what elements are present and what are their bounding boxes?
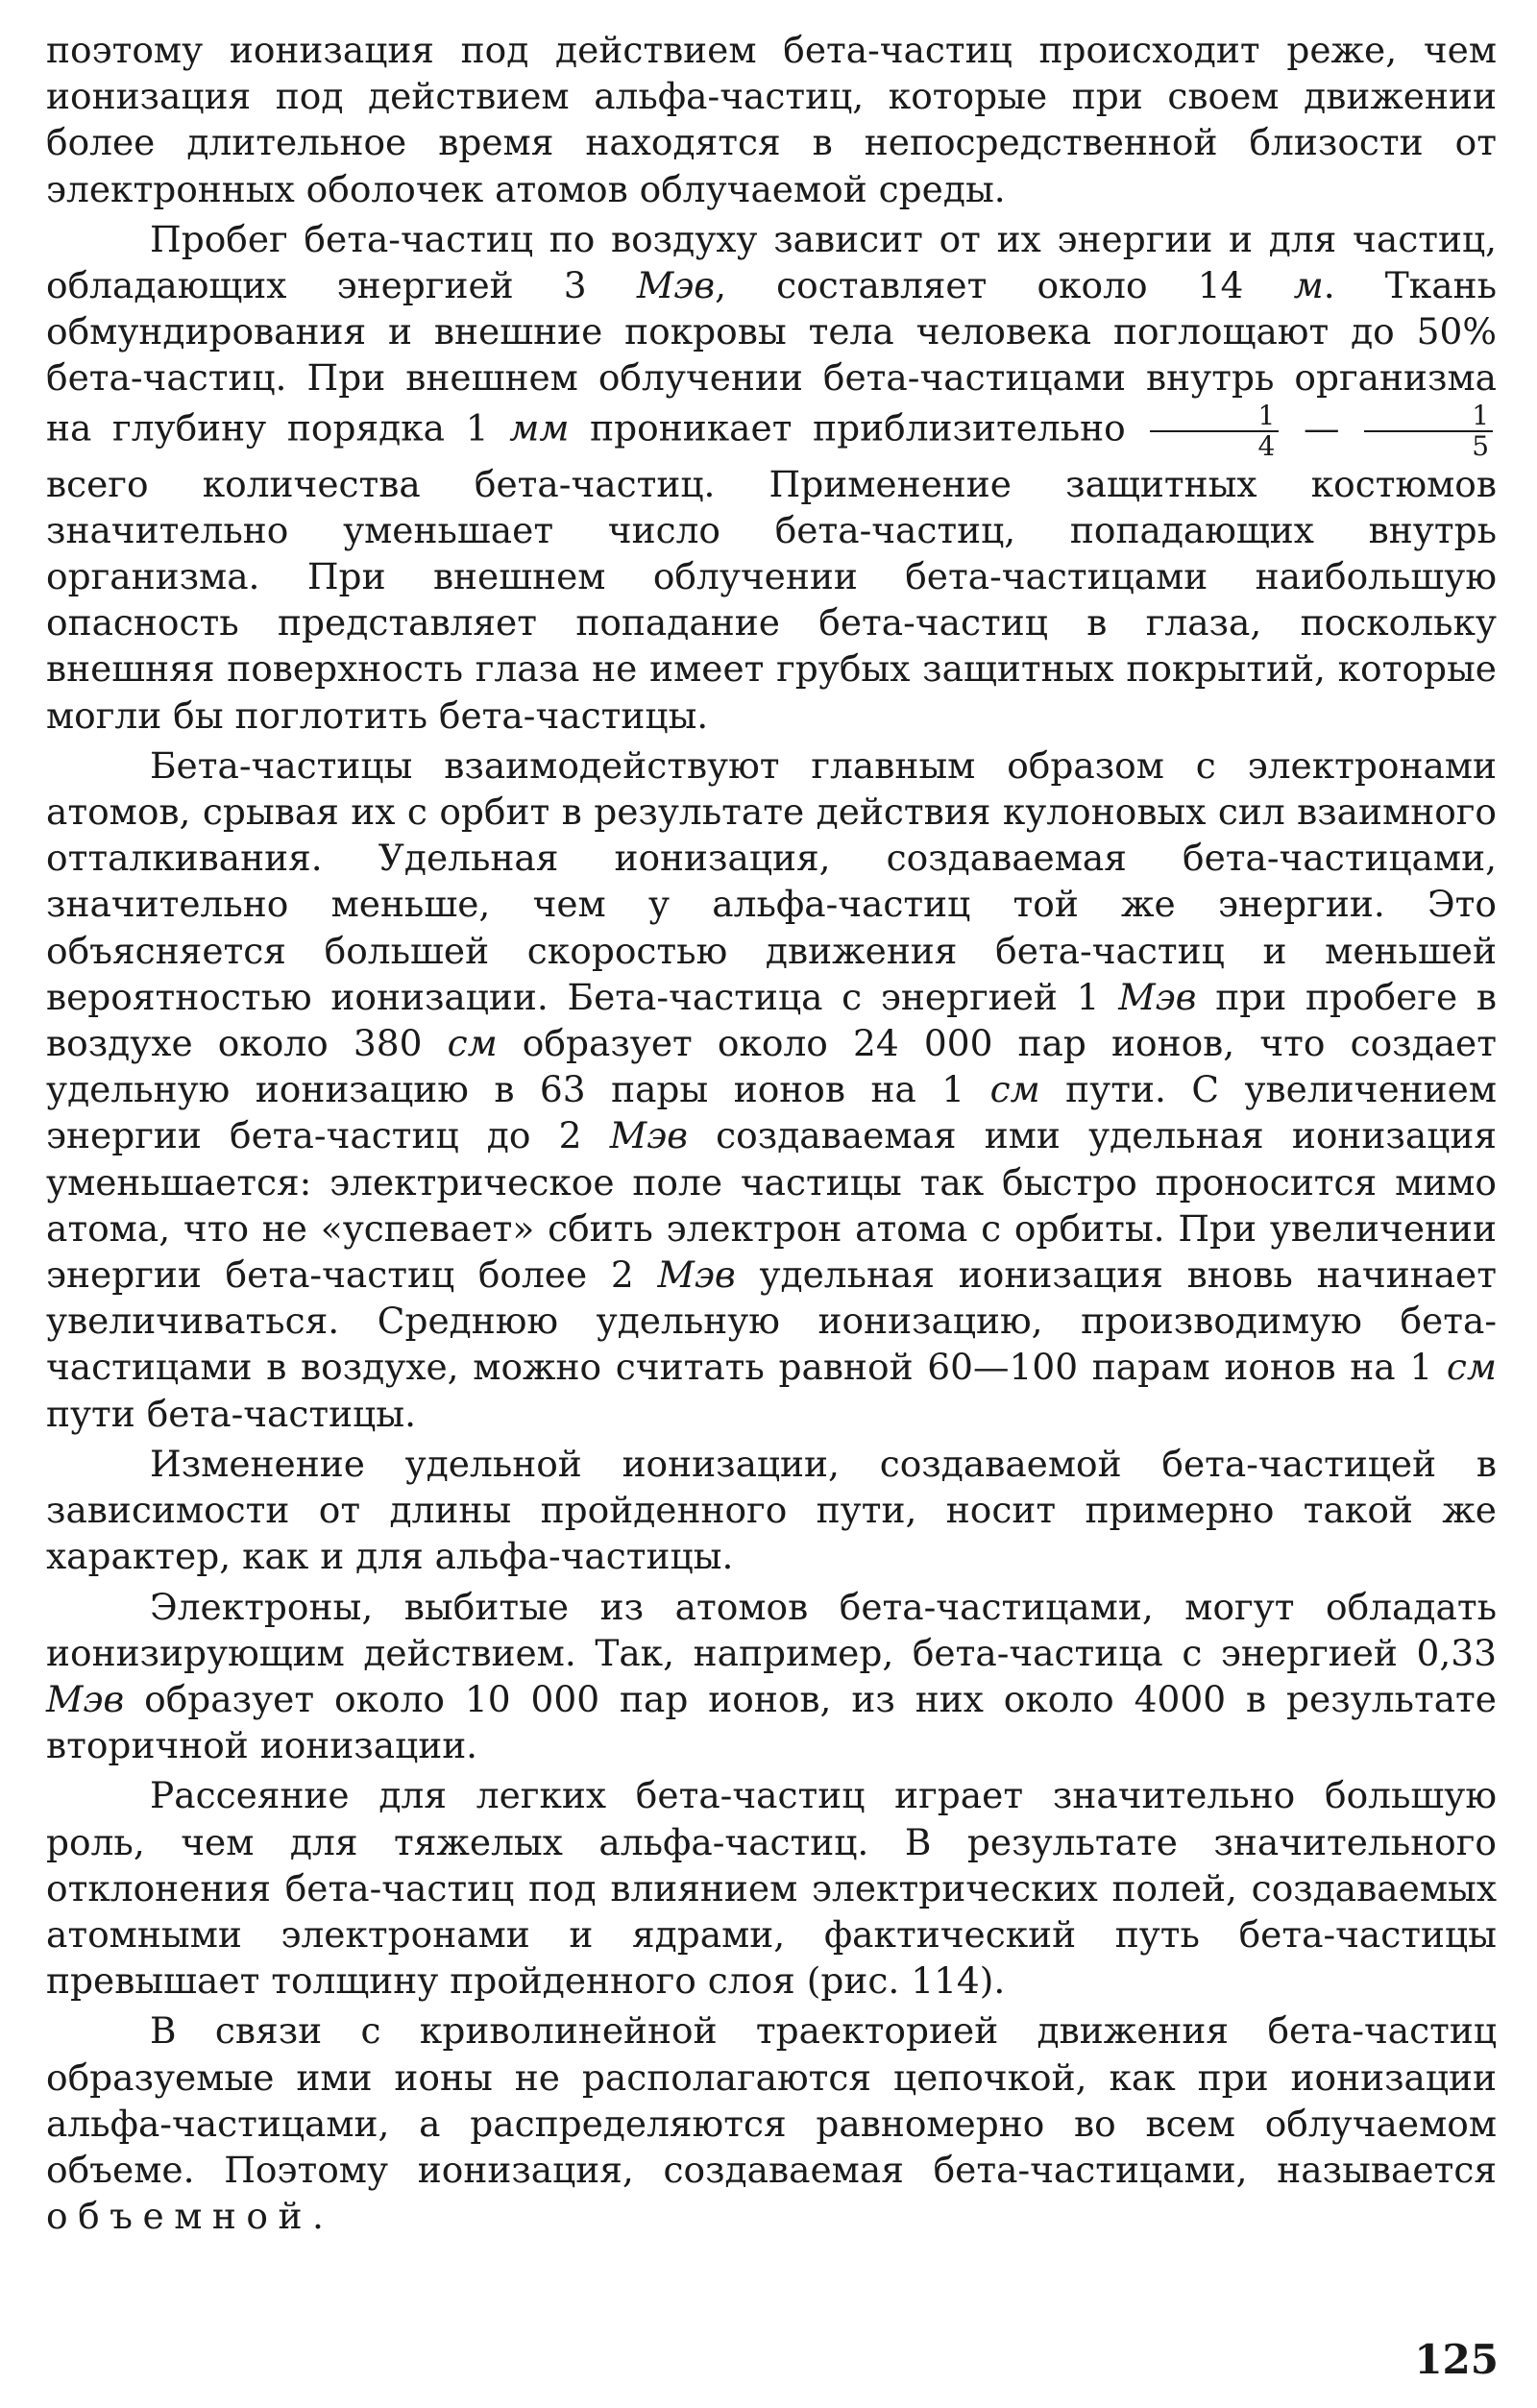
paragraph-volume-ionization — [46, 2007, 1497, 2239]
paragraph-scattering — [46, 1772, 1497, 2004]
fraction-one-fifth — [1364, 401, 1493, 461]
unit-m: м — [1293, 264, 1324, 307]
text-run: всего количества бета-частиц. Применение защитных костюмов значительно уменьшает число бета-частиц, попадающих внутрь организма. При внешнем облучении бета-частицами наибольшую опасность представляет попадание бета-частиц в глаза, поскольку внешняя поверхность глаза не имеет грубых защитных покрытий, которые могли бы поглотить бета-частицы. — [46, 462, 1497, 737]
paragraph-secondary-ionization — [46, 1584, 1497, 1769]
text-run: Бета-частицы взаимодействуют главным образом с электронами атомов, срывая их с орбит в результате действия кулоновых сил взаимного отталкивания. Удельная ионизация, создаваемая бета-частицами, значительно меньше, чем у альфа-частиц той же энергии. Это объясняется большей скоростью движения бета-частиц и меньшей вероятностью ионизации. Бета-частица с энергией 1 — [46, 743, 1497, 1018]
text-run: проникает приблизительно — [569, 406, 1147, 450]
unit-cm: см — [447, 1022, 498, 1065]
fraction-numerator: 1 — [1364, 401, 1493, 432]
page-number: 125 — [1414, 2336, 1499, 2383]
text-run: пути бета-частицы. — [46, 1392, 417, 1435]
text-run: поэтому ионизация под действием бета-частиц происходит реже, чем ионизация под действием альфа-частиц, которые при своем движении более длительное время находятся в непосредственной близости от электронных оболочек атомов облучаемой среды. — [46, 29, 1497, 210]
unit-cm: см — [1446, 1346, 1497, 1389]
text-run: Электроны, выбитые из атомов бета-частицами, могут обладать ионизирующим действием. Так, например, бета-частица с энергией 0,33 — [46, 1585, 1497, 1674]
text-run: , составляет около 14 — [715, 264, 1294, 307]
text-run: создаваемая ими удельная ионизация уменьшается: электрическое поле частицы так быстро проносится мимо атома, что не «успевает» сбить электрон атома с орбиты. При увеличении энергии бета-частиц более 2 — [46, 1114, 1497, 1297]
text-run: образует около 10 000 пар ионов, из них около 4000 в результате вторичной ионизации. — [46, 1677, 1497, 1767]
text-run: В связи с криволинейной траекторией движения бета-частиц образуемые ими ионы не располагаются цепочкой, как при ионизации альфа-частицами, а распределяются равномерно во всем облучаемом объеме. Поэтому ионизация, создаваемая бета-частицами, называется — [46, 2009, 1497, 2191]
text-run: удельная ионизация вновь начинает увеличиваться. Среднюю удельную ионизацию, производимую бета-частицами в воздухе, можно считать равной 60—100 парам ионов на 1 — [46, 1253, 1497, 1389]
unit-mm: мм — [509, 406, 570, 450]
text-run: . — [311, 2195, 324, 2238]
paragraph-specific-ionization — [46, 1441, 1497, 1580]
fraction-one-quarter — [1150, 401, 1279, 461]
unit-mev: Мэв — [46, 1677, 125, 1720]
fraction-numerator: 1 — [1150, 401, 1279, 432]
text-run: образует около 24 000 пар ионов, что создает удельную ионизацию в 63 пары ионов на 1 — [46, 1022, 1497, 1111]
paragraph-beta-interaction — [46, 742, 1497, 1437]
unit-mev: Мэв — [636, 264, 716, 307]
spaced-term: объемной — [46, 2195, 312, 2238]
text-run: — — [1282, 406, 1361, 450]
unit-mev: Мэв — [1118, 975, 1197, 1018]
fraction-denominator: 5 — [1472, 429, 1490, 462]
text-run: Изменение удельной ионизации, создаваемой бета-частицей в зависимости от длины пройденного пути, носит примерно такой же характер, как и для альфа-частицы. — [46, 1442, 1497, 1578]
page-body — [46, 27, 1497, 2239]
unit-mev: Мэв — [657, 1253, 736, 1297]
unit-cm: см — [989, 1068, 1040, 1111]
paragraph-beta-range — [46, 216, 1497, 739]
text-run: при пробеге в воздухе около 380 — [46, 975, 1497, 1065]
text-run: пути. С увеличением энергии бета-частиц до 2 — [46, 1068, 1497, 1157]
text-run: Пробег бета-частиц по воздуху зависит от их энергии и для частиц, обладающих энергией 3 — [46, 217, 1497, 307]
paragraph-continuation — [46, 27, 1497, 212]
text-run: Рассеяние для легких бета-частиц играет значительно большую роль, чем для тяжелых альфа-частиц. В результате значительного отклонения бета-частиц под влиянием электрических полей, создаваемых атомными электронами и ядрами, фактический путь бета-частицы превышает толщину пройденного слоя (рис. 114). — [46, 1774, 1497, 2003]
fraction-denominator: 4 — [1257, 429, 1276, 462]
text-run: . Ткань обмундирования и внешние покровы тела человека поглощают до 50% бета-частиц. При внешнем облучении бета-частицами внутрь организма на глубину порядка 1 — [46, 264, 1497, 450]
unit-mev: Мэв — [609, 1114, 688, 1157]
